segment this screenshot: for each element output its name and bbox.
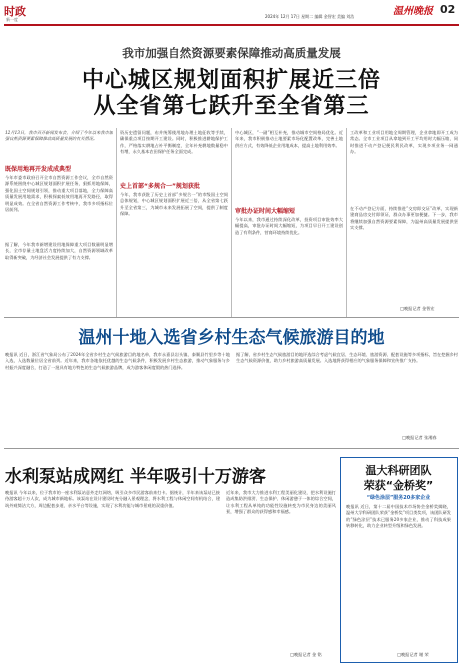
col-divider bbox=[116, 128, 117, 318]
header-bar bbox=[0, 0, 463, 26]
brand-logo: 温州晚报 bbox=[393, 6, 433, 17]
award-author: □晚报记者 谢 荣 bbox=[397, 652, 429, 657]
villages-text: 晚报讯 近日，浙江省气象局公布了2024年全省乡村生态气候旅游目的地名单，我市永嘉县岩头镇、泰顺县竹里乡等十地入选，入选数量位居全省前列。近年来，我市各地依托优越的生态气候条件，积极发展乡村生态旅游，推动气象服务与乡村振兴深度融合，打造了一批具有地方特色的生态气候旅游品牌，成为游客休闲度假的热门选择。 bbox=[5, 352, 230, 370]
villages-title: 温州十地入选省乡村生态气候旅游目的地 bbox=[78, 328, 385, 348]
pump-author: □晚报记者 金 铭 bbox=[290, 652, 322, 657]
page-number: 02 bbox=[440, 3, 456, 16]
col-divider bbox=[231, 128, 232, 318]
lead-title-line2: 从全省第七跃升至全省第三 bbox=[93, 94, 370, 119]
pump-text: 晚报讯 今年以来，位于我市的一座水利泵站意外走红网络，吸引众多市民游客前来打卡。据统计，半年来该泵站已接待游客超十万人次，成为城市新地标。该泵站在设计建设时充分融入景观理念，将水利工程与休闲空间有机结合，建筑外观简洁大方，周边配套步道、亲水平台等设施，实现了水利功能与城市景观的双重价值。 bbox=[5, 490, 220, 508]
lead-col1-text: 今年市委市政府召开全市自然资源工作会议，全市自然资源系统围绕中心城区规划面积扩展任务，狠抓用地保障，强化国土空间规划引领，推动重大项目落地，全力保障高质量发展用地需求，积极探索低效用地再开发路径，取得明显成效。在全省自然资源工作考核中，我市多项指标位居前列。 bbox=[5, 175, 113, 213]
award-title-line1: 温大科研团队 bbox=[365, 464, 432, 477]
lead-subhead-1: 既保用地再开发成成典型 bbox=[5, 166, 72, 173]
award-text: 晚报讯 近日，第十二届中国技术市场协会金桥奖揭晓，温州大学科研团队荣获“金桥奖”项目类奖项，该团队研发的“绿色涂层”技术已服务20多家企业，推动了科技成果转移转化，助力企业转型升级和绿色发展。 bbox=[346, 504, 451, 529]
villages-text2: 据了解，省乡村生态气候旅游目的地评选综合考虑气候宜居、生态环境、旅游资源、配套设施等多项指标，旨在挖掘乡村生态气候资源价值，助力乡村旅游高质量发展。入选地将获得相应的气象服务保障和宣传推广支持。 bbox=[236, 352, 458, 364]
lead-subhead-2: 史上首部“多规合一”规划获批 bbox=[120, 183, 200, 190]
award-title-line2: 荣获“金桥奖” bbox=[363, 479, 434, 492]
lead-intro: 12月13日，我市召开新闻发布会，介绍了今年以来我市加强自然资源要素保障推动高质量发展的有关情况。 bbox=[5, 130, 113, 142]
section-divider bbox=[4, 317, 459, 318]
lead-col4-text: 工改革和工业项目用地全周期管理，企业拿地即开工成为常态。全市工业项目从拿地到开工平均用时大幅压缩，同时推进不动产登记便民利民改革，实现多项业务一网通办。 bbox=[350, 130, 458, 155]
lead-author: □晚报记者 金智宏 bbox=[400, 306, 435, 311]
pump-text2: 近年来，我市大力推进水利工程美丽化建设，把水利设施打造成集防洪排涝、生态保护、休闲游憩于一体的综合空间，让水利工程从单纯的功能性设施转变为市民身边的美丽风景，增强了群众的获得感和幸福感。 bbox=[226, 490, 336, 515]
award-box bbox=[340, 457, 458, 663]
lead-col3-text: 中心城区，“一副”相互补充，推动城市空间格局优化。近年来，我市积极推动土地要素市场化配置改革，完善土地供应方式，有效降低企业用地成本，提高土地利用效率。 bbox=[235, 130, 343, 148]
date-line: 2024年 12月 17日 星期二 编辑 金智宏 美编 刘浩 bbox=[265, 14, 355, 19]
lead-subhead-3: 审批办证时间大幅缩短 bbox=[235, 208, 296, 215]
lead-col2-text2: 今年，我市获批了历史上首部“多规合一”的市级国土空间总体规划，中心城区规划面积扩展近三倍，从全省第七跃升至全省第三，为城市未来发展拓展了空间，提供了制度保障。 bbox=[120, 192, 228, 217]
pump-title: 水利泵站成网红 半年吸引十万游客 bbox=[5, 467, 266, 487]
lead-title-line1: 中心城区规划面积扩展近三倍 bbox=[81, 68, 381, 93]
lead-col2-text: 资历史遗留问题，布并统筹使用地办理土地征收等手续，确保重点项目按期开工建设。同时，积极推进耕地保护工作，严格落实耕地占补平衡制度，全年补充耕地数量稳中有增，永久基本农田保护任务全面完成。 bbox=[120, 130, 228, 155]
villages-author: □晚报记者 张湘春 bbox=[402, 435, 437, 440]
header-rule bbox=[4, 24, 459, 26]
section-divider bbox=[4, 448, 459, 449]
lead-kicker: 我市加强自然资源要素保障推动高质量发展 bbox=[122, 46, 341, 60]
award-subtitle: “绿色涂层”服务20多家企业 bbox=[366, 495, 431, 501]
lead-col1-text2: 据了解，今年我市新增建设用地保障重大项目数量明显增长，全市存量土地盘活力度持续加大，自然资源领域改革取得新突破，为经济社会发展提供了有力支撑。 bbox=[5, 242, 113, 260]
lead-col3-text2: 今年以来，我市通过持续深化改革，投资项目审批效率大幅提高，审批办证时间大幅缩短，为项目早日开工建设创造了有利条件，营商环境持续优化。 bbox=[235, 217, 343, 235]
section-sub: 新一度 bbox=[6, 17, 18, 22]
section-label: 时政 bbox=[4, 5, 26, 18]
col-divider bbox=[346, 128, 347, 318]
lead-col4-text2: 在不动产登记方面，持续推进“交房即交证”改革，实现新建商品房交付即领证，群众办事更加便捷。下一步，我市将继续加强自然资源要素保障，为温州高质量发展提供坚实支撑。 bbox=[350, 206, 458, 231]
